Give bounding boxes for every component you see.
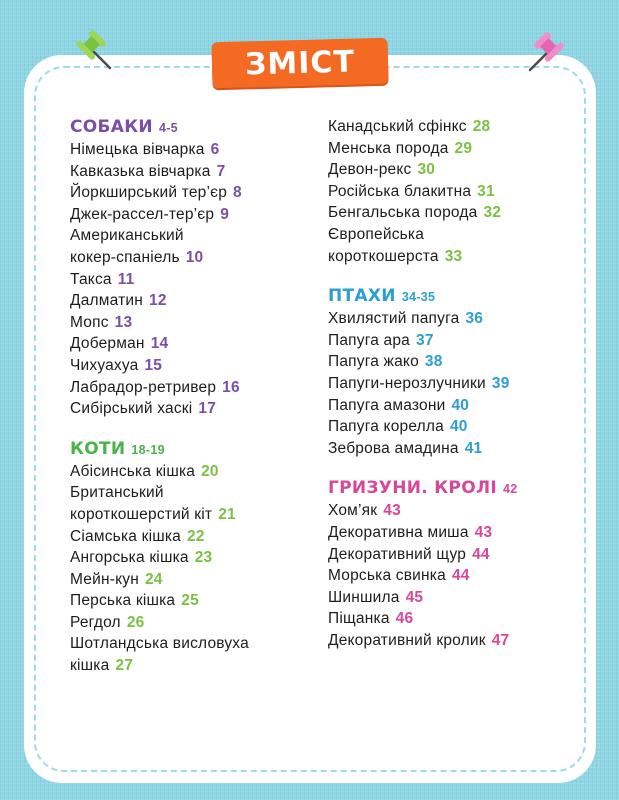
toc-entry xyxy=(328,500,518,522)
toc-entry xyxy=(70,377,249,399)
toc-entry-page-number: 37 xyxy=(416,331,434,349)
toc-entry-page-number: 39 xyxy=(491,374,510,392)
toc-entry-page-number: 13 xyxy=(114,313,133,331)
toc-entry xyxy=(70,398,249,420)
toc-entry xyxy=(328,202,518,224)
toc-entry-page-number: 47 xyxy=(491,631,510,649)
toc-entry-title: Йоркширський тер’єр xyxy=(70,184,228,202)
toc-entry-page-number: 45 xyxy=(405,588,424,606)
section-heading-label: ПТАХИ xyxy=(328,286,396,307)
toc-entry-page-number: 33 xyxy=(444,247,463,265)
toc-entry xyxy=(70,204,249,226)
toc-entry xyxy=(328,522,518,544)
toc-entry-page-number: 26 xyxy=(126,613,145,631)
toc-entry-title: Декоративний кролик xyxy=(328,631,486,649)
toc-entry-title: Далматин xyxy=(70,292,144,310)
toc-entry xyxy=(328,308,518,330)
pink-pushpin-icon xyxy=(526,28,570,72)
toc-entry-title: Європейська xyxy=(328,225,425,243)
toc-entry-title: Канадський сфінкс xyxy=(328,118,467,135)
toc-entry-page-number: 9 xyxy=(220,205,230,223)
toc-entry xyxy=(70,547,249,569)
toc-entry-title: кішка xyxy=(70,657,110,675)
toc-entry xyxy=(70,355,249,377)
section-page-range: 42 xyxy=(503,482,518,497)
section-heading-label: КОТИ xyxy=(70,438,126,459)
toc-entry xyxy=(70,225,249,247)
toc-entry xyxy=(70,504,249,526)
toc-entry-title: Зеброва амадина xyxy=(328,439,459,457)
toc-entry-page-number: 40 xyxy=(449,418,468,436)
toc-entry-title: Російська блакитна xyxy=(328,182,472,200)
toc-entry-page-number: 44 xyxy=(472,545,490,563)
toc-entry-title: Регдол xyxy=(70,613,121,631)
section-heading-label: ГРИЗУНИ. КРОЛІ xyxy=(328,478,497,499)
toc-entry-page-number: 27 xyxy=(115,657,134,675)
toc-entry-title: Папуга жако xyxy=(328,353,419,371)
section-heading-cats xyxy=(70,438,249,461)
toc-entry-title: Девон-рекс xyxy=(328,161,412,179)
toc-entry-title: Хвилястий папуга xyxy=(328,310,460,328)
toc-entry xyxy=(70,333,249,355)
toc-entry-title: Ангорська кішка xyxy=(70,549,189,567)
page-title: ЗМІСТ xyxy=(211,38,388,89)
toc-entry-page-number: 15 xyxy=(144,356,163,374)
toc-entry-title: Менська порода xyxy=(328,139,449,157)
toc-entry xyxy=(70,633,249,655)
toc-entry-title: Мейн-кун xyxy=(70,570,139,588)
toc-entry xyxy=(328,224,518,246)
toc-entry-page-number: 36 xyxy=(465,310,484,328)
toc-entry xyxy=(328,544,518,566)
toc-entry xyxy=(328,630,518,652)
section-heading-dogs xyxy=(70,116,249,139)
toc-entry-title: Декоративна миша xyxy=(328,523,469,541)
toc-entry xyxy=(328,395,518,417)
toc-entry-page-number: 12 xyxy=(149,292,167,310)
section-cats-continued xyxy=(328,116,518,267)
toc-entry xyxy=(70,139,249,161)
toc-entry xyxy=(70,461,249,483)
toc-entry xyxy=(328,246,518,268)
toc-entry xyxy=(70,482,249,504)
toc-entry-title: Хом’як xyxy=(328,502,378,520)
toc-entry-page-number: 17 xyxy=(198,400,217,418)
toc-entry-page-number: 44 xyxy=(451,567,470,585)
toc-entry-page-number: 21 xyxy=(218,505,236,523)
toc-entry-title: Шотландська висловуха xyxy=(70,635,249,653)
toc-entry-page-number: 24 xyxy=(144,570,163,588)
toc-entry-title: Такса xyxy=(70,270,112,288)
toc-entry-title: Сибірський хаскі xyxy=(70,400,193,418)
toc-entry xyxy=(70,612,249,634)
toc-entry xyxy=(328,351,518,373)
toc-entry-page-number: 6 xyxy=(210,141,220,158)
toc-entry-title: Декоративний щур xyxy=(328,545,467,563)
toc-entry-page-number: 41 xyxy=(464,439,483,457)
toc-entry-page-number: 32 xyxy=(483,204,502,222)
toc-left-column xyxy=(70,116,249,695)
toc-entry-page-number: 8 xyxy=(233,184,242,202)
toc-entry-page-number: 11 xyxy=(117,270,135,288)
toc-entry xyxy=(328,373,518,395)
toc-entry-title: Піщанка xyxy=(328,610,390,628)
toc-entry xyxy=(328,416,518,438)
toc-entry-title: Папуга ара xyxy=(328,331,411,349)
toc-entry xyxy=(328,438,518,460)
toc-entry-title: Шиншила xyxy=(328,588,400,606)
toc-entry-page-number: 29 xyxy=(454,139,473,157)
toc-entry-title: Сіамська кішка xyxy=(70,527,181,545)
toc-entry-title: Німецька вівчарка xyxy=(70,141,205,158)
toc-entry xyxy=(328,116,518,138)
toc-entry xyxy=(70,526,249,548)
section-page-range: 4-5 xyxy=(158,121,178,135)
toc-entry-title: Бенгальська порода xyxy=(328,204,478,222)
section-birds xyxy=(328,285,518,459)
toc-entry-page-number: 31 xyxy=(477,182,495,200)
toc-entry xyxy=(70,312,249,334)
toc-entry-title: Кавказька вівчарка xyxy=(70,162,211,180)
section-cats xyxy=(70,438,249,677)
toc-entry xyxy=(70,569,249,591)
toc-entry-page-number: 10 xyxy=(185,248,204,266)
toc-entry-title: Перська кішка xyxy=(70,592,176,610)
toc-entry-page-number: 43 xyxy=(383,502,401,520)
toc-entry xyxy=(328,138,518,160)
section-rodents xyxy=(328,477,518,651)
toc-entry-title: Папуга амазони xyxy=(328,396,446,414)
toc-entry-title: Чихуахуа xyxy=(70,356,139,374)
toc-entry-title: Американський xyxy=(70,227,184,245)
toc-entry-page-number: 38 xyxy=(424,353,443,371)
toc-entry-page-number: 7 xyxy=(216,162,226,180)
toc-entry-title: Папуги-нерозлучники xyxy=(328,374,486,392)
toc-entry xyxy=(70,247,249,269)
toc-entry xyxy=(328,330,518,352)
toc-entry xyxy=(70,590,249,612)
section-heading-rodents xyxy=(328,477,518,500)
toc-entry-title: Абісинська кішка xyxy=(70,462,196,480)
toc-entry-title: кокер-спаніель xyxy=(70,248,180,266)
toc-entry xyxy=(328,181,518,203)
section-heading-label: СОБАКИ xyxy=(70,117,153,137)
toc-entry-title: Доберман xyxy=(70,335,145,353)
section-dogs xyxy=(70,116,249,420)
toc-entry-title: Лабрадор-ретривер xyxy=(70,378,217,396)
toc-entry-title: Морська свинка xyxy=(328,567,446,585)
toc-entry xyxy=(328,565,518,587)
section-page-range: 34-35 xyxy=(401,290,436,305)
toc-entry-title: Британський xyxy=(70,484,164,502)
toc-entry xyxy=(70,290,249,312)
toc-entry xyxy=(328,608,518,630)
toc-entry xyxy=(328,159,518,181)
toc-entry-page-number: 46 xyxy=(395,610,414,628)
toc-right-column xyxy=(328,116,518,669)
toc-entry-page-number: 28 xyxy=(472,118,491,135)
toc-entry xyxy=(70,182,249,204)
toc-entry-title: Мопс xyxy=(70,313,109,331)
toc-entry-title: Джек-рассел-тер’єр xyxy=(70,205,215,223)
toc-entry xyxy=(70,269,249,291)
toc-entry xyxy=(328,587,518,609)
toc-entry-page-number: 16 xyxy=(222,378,240,396)
toc-entry-page-number: 14 xyxy=(150,335,169,353)
toc-entry-page-number: 30 xyxy=(417,161,436,179)
toc-entry-page-number: 23 xyxy=(194,549,213,567)
green-pushpin-icon xyxy=(70,26,114,70)
toc-entry xyxy=(70,655,249,677)
toc-entry-page-number: 40 xyxy=(451,396,470,414)
toc-entry xyxy=(70,161,249,183)
toc-entry-page-number: 22 xyxy=(187,527,205,545)
section-page-range: 18-19 xyxy=(131,442,165,457)
toc-entry-page-number: 20 xyxy=(201,462,219,480)
toc-entry-title: короткошерстий кіт xyxy=(70,505,213,523)
toc-entry-page-number: 43 xyxy=(474,523,493,541)
toc-entry-title: короткошерста xyxy=(328,247,439,265)
toc-entry-title: Папуга корелла xyxy=(328,418,444,436)
toc-entry-page-number: 25 xyxy=(181,592,199,610)
section-heading-birds xyxy=(328,285,518,308)
